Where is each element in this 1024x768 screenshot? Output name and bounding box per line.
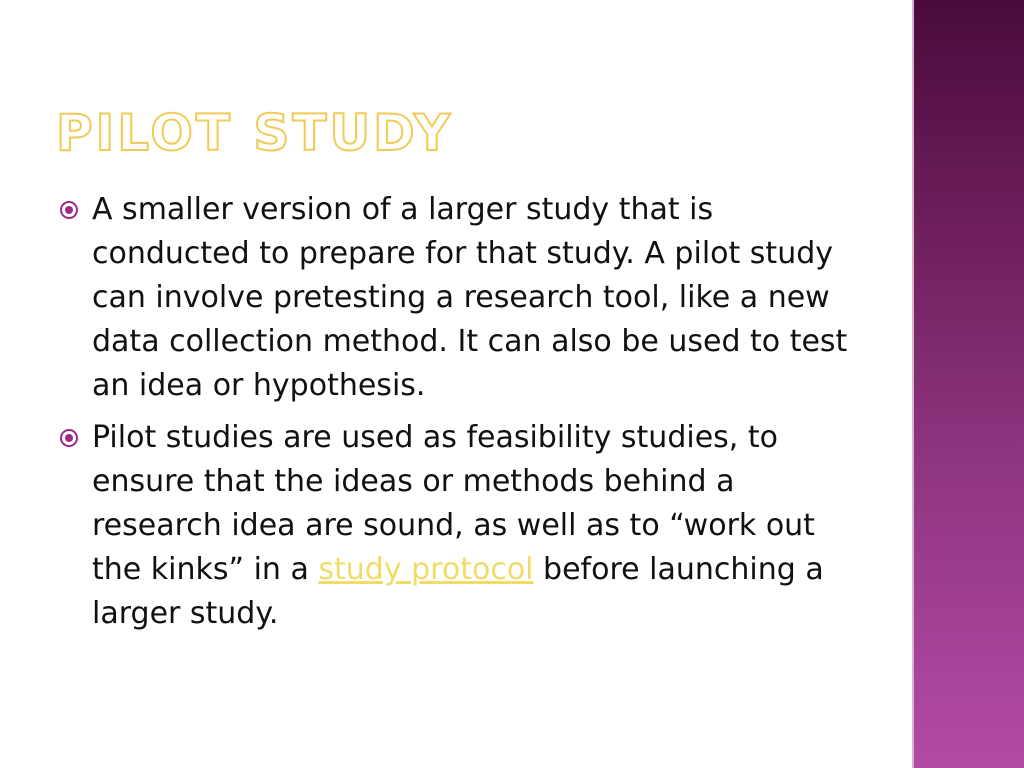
slide-title [56, 104, 453, 162]
circle-dot-icon [60, 429, 78, 447]
slide-title-text: PILOT STUDY [56, 104, 454, 162]
bullet-item-definition [60, 188, 860, 408]
bullet-item-feasibility [60, 416, 860, 636]
circle-dot-icon [60, 201, 78, 219]
bullet-text-feasibility-after: before launching a larger study. [92, 552, 824, 631]
decorative-side-bar [912, 0, 1024, 768]
study-protocol-link[interactable]: study protocol [318, 552, 534, 587]
bullet-list [60, 188, 860, 644]
bullet-text-definition: A smaller version of a larger study that is conducted to prepare for that study. A pilot study can involve pretesting a research tool, like a new data collection method. It can also be used to test an idea or hypothesis. [92, 192, 848, 403]
bullet-text-feasibility-before: Pilot studies are used as feasibility studies, to ensure that the ideas or methods behind a research idea are sound, as well as to “work out the kinks” in a [92, 420, 815, 587]
